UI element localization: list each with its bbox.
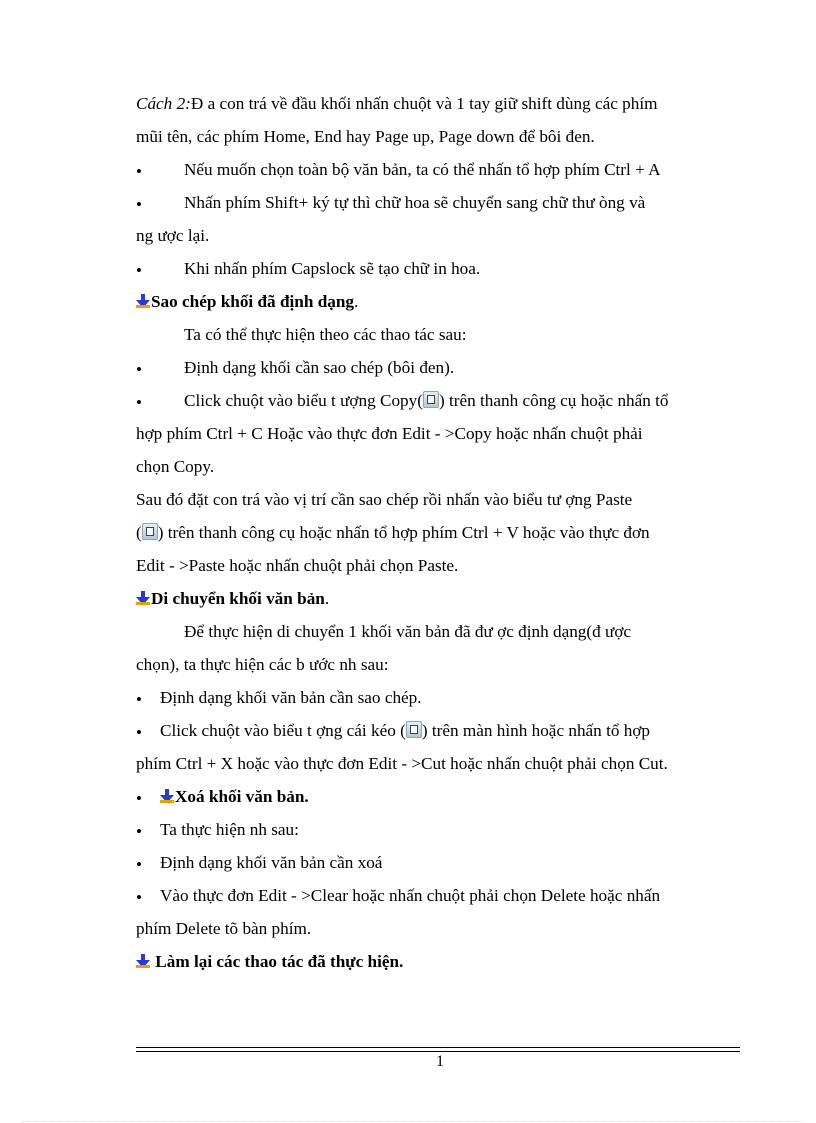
heading-text: Làm lại các thao tác đã thực hiện. bbox=[151, 952, 404, 971]
page-number: 1 bbox=[436, 1053, 444, 1070]
para-paste-line3: Edit - >Paste hoặc nhấn chuột phải chọn Paste. bbox=[136, 556, 459, 575]
bullet: • bbox=[136, 888, 142, 907]
bullet: • bbox=[136, 690, 142, 709]
text-part: ) trên thanh công cụ hoặc nhấn tổ hợp phím Ctrl + V hoặc vào thực đơn bbox=[157, 523, 650, 542]
cach2-text: Đ a con trá về đầu khối nhấn chuột và 1 tay giữ shift dùng các phím bbox=[190, 94, 658, 113]
bullet: • bbox=[136, 393, 142, 412]
bullet: • bbox=[136, 261, 142, 280]
bullet-text-select-all: Nếu muốn chọn toàn bộ văn bản, ta có thể nhấn tổ hợp phím Ctrl + A bbox=[184, 160, 661, 179]
para-copy-cont2: chọn Copy. bbox=[136, 457, 215, 476]
bullet-text-capslock: Khi nhấn phím Capslock sẽ tạo chữ in hoa. bbox=[184, 259, 481, 278]
heading-text: Sao chép khối đã định dạng bbox=[151, 292, 355, 311]
heading-text: Xoá khối văn bản. bbox=[175, 787, 309, 806]
text-part: ) trên màn hình hoặc nhấn tổ hợp bbox=[421, 721, 651, 740]
down-arrow-icon bbox=[160, 789, 174, 803]
bullet: • bbox=[136, 723, 142, 742]
para-cach2-line1 bbox=[136, 94, 740, 114]
para-cach2-line2: mũi tên, các phím Home, End hay Page up, Page down để bôi đen. bbox=[136, 127, 595, 146]
down-arrow-icon bbox=[136, 294, 150, 308]
bullet: • bbox=[136, 855, 142, 874]
copy-icon bbox=[423, 391, 439, 408]
text-part: Click chuột vào biểu t ợng cái kéo ( bbox=[160, 721, 406, 740]
text-part: Click chuột vào biểu t ượng Copy( bbox=[184, 391, 423, 410]
text-part: ( bbox=[136, 523, 142, 542]
bullet-text-format-copy: Định dạng khối cần sao chép (bôi đen). bbox=[184, 358, 455, 377]
bullet-text-format-move: Định dạng khối văn bản cần sao chép. bbox=[160, 688, 422, 707]
down-arrow-icon bbox=[136, 591, 150, 605]
bullet: • bbox=[136, 360, 142, 379]
bullet-text-click-copy bbox=[184, 391, 788, 411]
heading-move-block bbox=[136, 589, 740, 609]
heading-delete-block bbox=[160, 787, 764, 807]
paste-icon bbox=[142, 523, 158, 540]
bullet: • bbox=[136, 822, 142, 841]
bullet-text-edit-clear: Vào thực đơn Edit - >Clear hoặc nhấn chuột phải chọn Delete hoặc nhấn bbox=[160, 886, 661, 905]
bullet: • bbox=[136, 195, 142, 214]
bullet-text-do-as: Ta thực hiện nh sau: bbox=[160, 820, 299, 839]
para-cut-cont: phím Ctrl + X hoặc vào thực đơn Edit - >Cut hoặc nhấn chuột phải chọn Cut. bbox=[136, 754, 668, 773]
para-intro-copy: Ta có thể thực hiện theo các thao tác sau: bbox=[184, 325, 467, 344]
para-paste-line2 bbox=[136, 523, 740, 543]
cach2-label: Cách 2: bbox=[136, 94, 191, 113]
para-paste-line1: Sau đó đặt con trá vào vị trí cần sao chép rồi nhấn vào biểu tư ợng Paste bbox=[136, 490, 633, 509]
bullet-text-shift: Nhấn phím Shift+ ký tự thì chữ hoa sẽ chuyển sang chữ thư òng và bbox=[184, 193, 646, 212]
down-arrow-icon bbox=[136, 954, 150, 968]
heading-dot: . bbox=[354, 292, 359, 311]
footer-rule bbox=[136, 1047, 740, 1048]
scissors-icon bbox=[406, 721, 422, 738]
bullet-text-click-cut bbox=[160, 721, 764, 741]
bullet: • bbox=[136, 162, 142, 181]
heading-dot: . bbox=[324, 589, 330, 608]
bullet-text-shift-cont: ng ược lại. bbox=[136, 226, 210, 245]
para-copy-cont1: hợp phím Ctrl + C Hoặc vào thực đơn Edit - >Copy hoặc nhấn chuột phải bbox=[136, 424, 643, 443]
para-move-line2: chọn), ta thực hiện các b ước nh sau: bbox=[136, 655, 389, 674]
bullet: • bbox=[136, 789, 142, 808]
footer-rule bbox=[136, 1051, 740, 1052]
text-part: ) trên thanh công cụ hoặc nhấn tổ bbox=[438, 391, 669, 410]
page-edge-divider bbox=[22, 1121, 802, 1122]
bullet-text-format-delete: Định dạng khối văn bản cần xoá bbox=[160, 853, 383, 872]
para-clear-cont: phím Delete tõ bàn phím. bbox=[136, 919, 312, 938]
heading-text: Di chuyển khối văn bản bbox=[151, 589, 325, 608]
heading-redo bbox=[136, 952, 740, 972]
heading-copy-block bbox=[136, 292, 740, 312]
para-move-line1: Để thực hiện di chuyển 1 khối văn bản đã đư ợc định dạng(đ ược bbox=[184, 622, 632, 641]
